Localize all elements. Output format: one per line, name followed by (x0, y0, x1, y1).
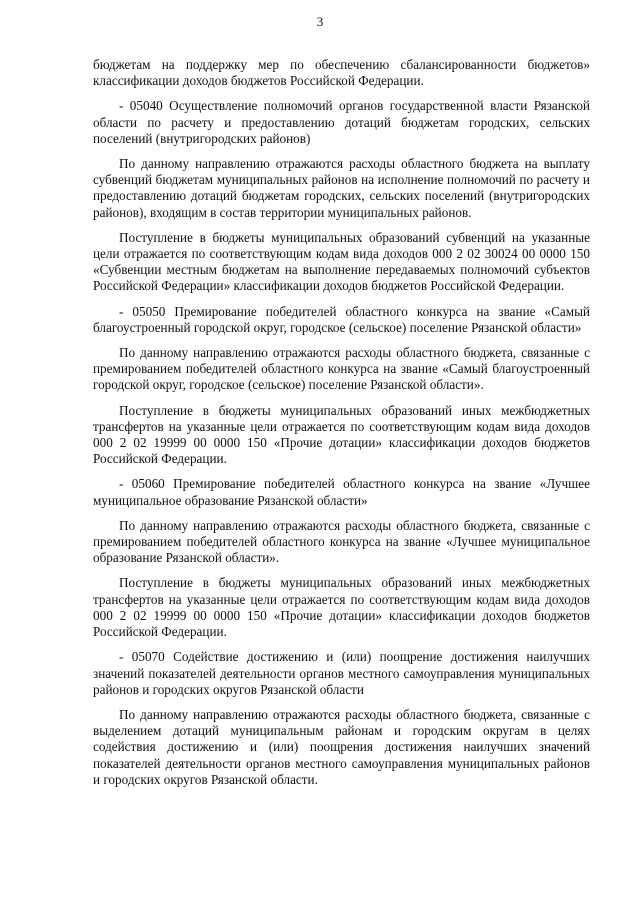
paragraph-continuation: бюджетам на поддержку мер по обеспечению сбалансированности бюджетов» классификации доходов бюджетов Российской Федерации. (93, 57, 590, 89)
section-heading-05040: - 05040 Осуществление полномочий органов государственной власти Рязанской области по расчету и предоставлению дотаций бюджетам городских, сельских поселений (внутригородских районов) (93, 98, 590, 146)
page-number: 3 (316, 14, 324, 29)
paragraph-05060-income: Поступление в бюджеты муниципальных образований иных межбюджетных трансфертов на указанные цели отражается по соответствующим кодам вида доходов 000 2 02 19999 00 0000 150 «Прочие дотации» классификации доходов бюджетов Российской Федерации. (93, 575, 590, 640)
paragraph-05050-income: Поступление в бюджеты муниципальных образований иных межбюджетных трансфертов на указанные цели отражается по соответствующим кодам вида доходов 000 2 02 19999 00 0000 150 «Прочие дотации» классификации доходов бюджетов Российской Федерации. (93, 402, 590, 467)
paragraph-05070-expenses: По данному направлению отражаются расходы областного бюджета, связанные с выделением дотаций муниципальным районам и городским округам в целях содействия достижению и (или) поощрения достижения наилучших значений показателей деятельности органов местного самоуправления муниципальных районов и городских округов Рязанской области. (93, 706, 590, 787)
document-body (93, 57, 590, 797)
paragraph-05040-income: Поступление в бюджеты муниципальных образований субвенций на указанные цели отражается по соответствующим кодам вида доходов 000 2 02 30024 00 0000 150 «Субвенции местным бюджетам на выполнение передаваемых полномочий субъектов Российской Федерации» классификации доходов бюджетов Российской Федерации. (93, 229, 590, 294)
paragraph-05050-expenses: По данному направлению отражаются расходы областного бюджета, связанные с премированием победителей областного конкурса на звание «Самый благоустроенный городской округ, городское (сельское) поселение Рязанской области». (93, 345, 590, 393)
paragraph-05040-expenses: По данному направлению отражаются расходы областного бюджета на выплату субвенций бюджетам муниципальных районов на исполнение полномочий по расчету и предоставлению дотаций бюджетам городских, сельских поселений (внутригородских районов), входящим в состав территории муниципальных районов. (93, 156, 590, 220)
section-heading-05070: - 05070 Содействие достижению и (или) поощрение достижения наилучших значений показателей деятельности органов местного самоуправления муниципальных районов и городских округов Рязанской области (93, 649, 590, 697)
section-heading-05050: - 05050 Премирование победителей областного конкурса на звание «Самый благоустроенный городской округ, городское (сельское) поселение Рязанской области» (93, 303, 590, 335)
section-heading-05060: - 05060 Премирование победителей областного конкурса на звание «Лучшее муниципальное образование Рязанской области» (93, 476, 590, 508)
paragraph-05060-expenses: По данному направлению отражаются расходы областного бюджета, связанные с премированием победителей областного конкурса на звание «Лучшее муниципальное образование Рязанской области». (93, 517, 590, 566)
